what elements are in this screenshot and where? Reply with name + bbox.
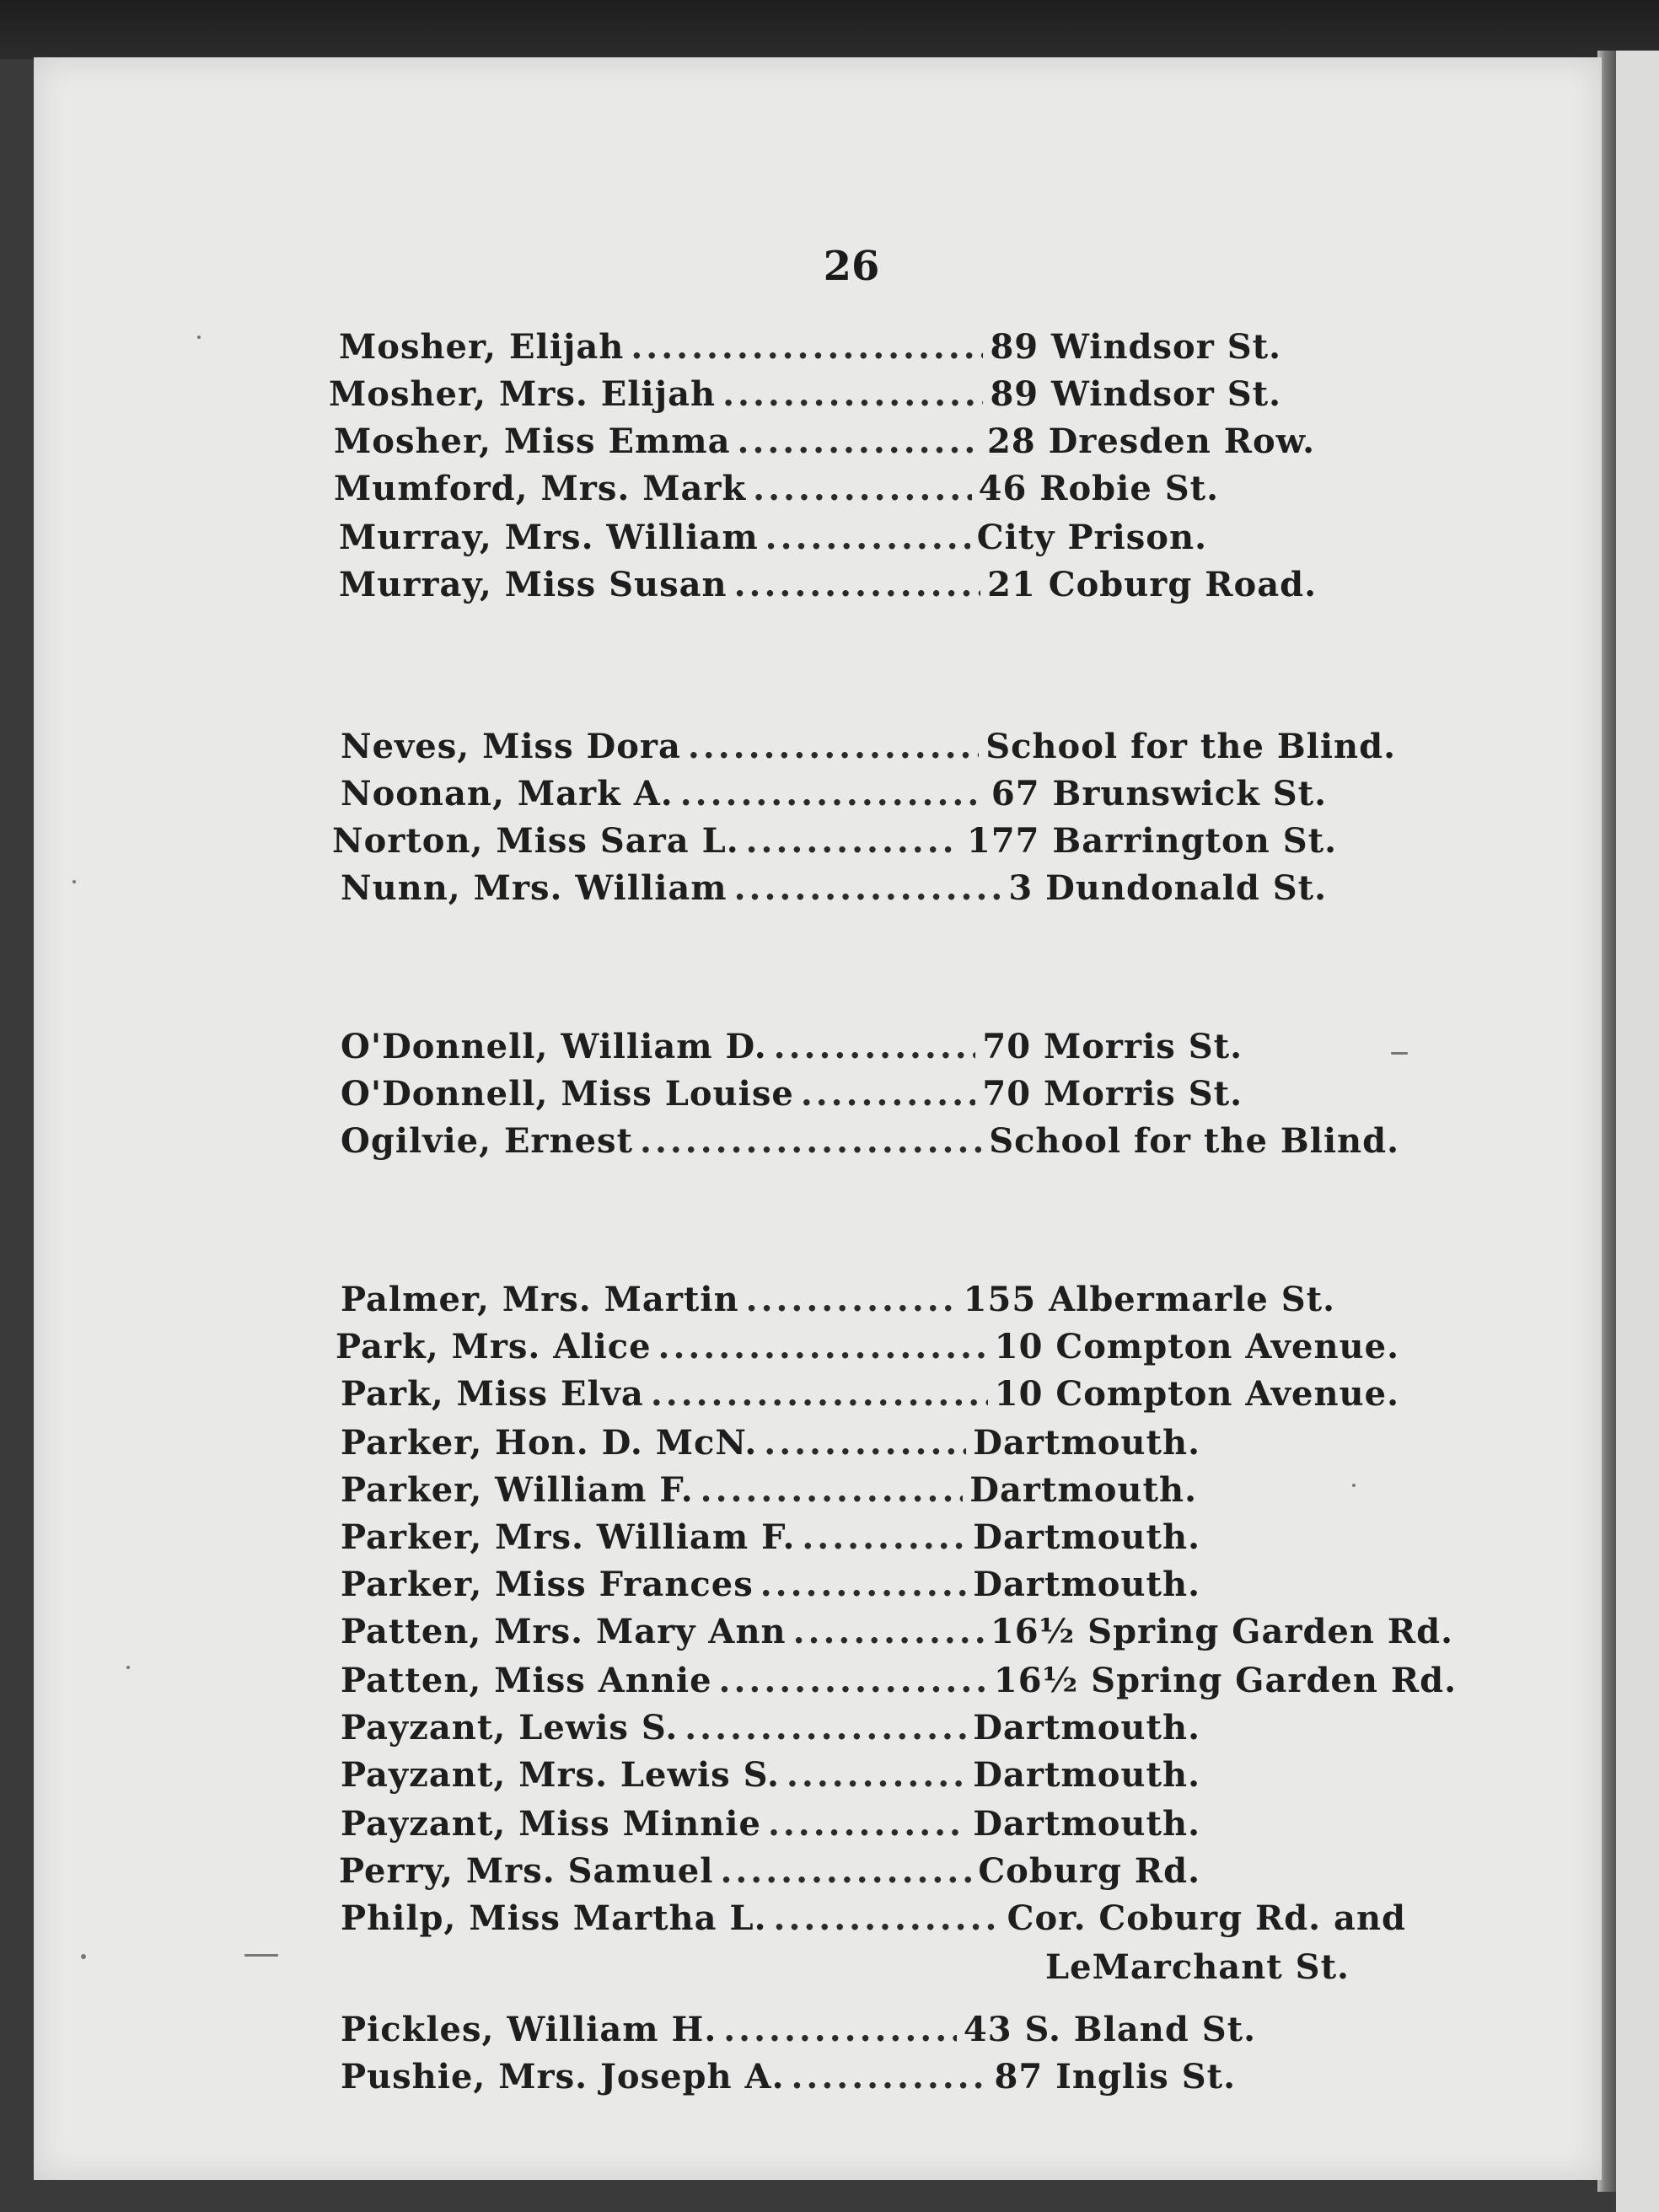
entry-name: Mosher, Miss Emma <box>334 421 731 461</box>
entry-address: 70 Morris St. <box>982 1074 1243 1114</box>
directory-entry <box>341 727 1396 770</box>
entry-address: Dartmouth. <box>973 1565 1200 1604</box>
directory-entry <box>341 1423 1200 1467</box>
entry-address: School for the Blind. <box>985 727 1396 766</box>
entry-name: Murray, Miss Susan <box>339 565 727 604</box>
entry-address: 3 Dundonald St. <box>1008 868 1327 908</box>
directory-entry <box>336 1327 1399 1371</box>
entry-name: Parker, Hon. D. McN. <box>341 1423 758 1463</box>
dot-leader <box>753 469 971 508</box>
entry-address: 21 Coburg Road. <box>987 565 1317 604</box>
entry-name: Perry, Mrs. Samuel <box>339 1851 714 1891</box>
dot-leader <box>701 1470 964 1510</box>
dot-leader <box>734 868 1002 908</box>
scan-mark <box>1391 1052 1408 1055</box>
directory-entry <box>341 1121 1399 1165</box>
dot-leader <box>768 1804 966 1844</box>
entry-address: Dartmouth. <box>973 1755 1200 1795</box>
entry-name: Patten, Miss Annie <box>341 1661 712 1700</box>
entry-address: 16½ Spring Garden Rd. <box>990 1612 1453 1651</box>
directory-entry <box>332 821 1337 865</box>
scan-speck <box>81 1954 86 1959</box>
entry-address: 46 Robie St. <box>978 469 1219 508</box>
scan-background-top <box>0 0 1659 59</box>
entry-name: Patten, Mrs. Mary Ann <box>341 1612 787 1651</box>
directory-entry <box>341 1027 1243 1071</box>
entry-address: 28 Dresden Row. <box>986 421 1315 461</box>
directory-entry <box>341 1661 1457 1705</box>
directory-entry <box>334 421 1315 465</box>
dot-leader <box>734 565 981 604</box>
entry-address: Dartmouth. <box>973 1804 1200 1844</box>
entry-name: Norton, Miss Sara L. <box>332 821 739 861</box>
dot-leader <box>760 1565 967 1604</box>
directory-entry <box>341 1470 1197 1514</box>
dot-leader <box>680 774 985 813</box>
entry-address: Dartmouth. <box>973 1708 1200 1748</box>
entry-name: Payzant, Mrs. Lewis S. <box>341 1755 780 1795</box>
entry-name: Philp, Miss Martha L. <box>341 1898 767 1938</box>
entry-name: O'Donnell, Miss Louise <box>341 1074 794 1114</box>
scan-speck <box>72 880 76 883</box>
directory-entry <box>341 774 1327 818</box>
entry-address: Cor. Coburg Rd. and <box>1007 1898 1406 1938</box>
directory-entry <box>341 868 1327 912</box>
dot-leader <box>631 327 983 367</box>
entry-name: Noonan, Mark A. <box>341 774 674 813</box>
dot-leader <box>787 1755 966 1795</box>
entry-address: 67 Brunswick St. <box>991 774 1327 813</box>
directory-entry <box>341 2010 1256 2054</box>
entry-address: Dartmouth. <box>973 1423 1200 1463</box>
directory-entry <box>329 374 1281 418</box>
dot-leader <box>723 2010 957 2049</box>
directory-entry <box>341 1708 1200 1752</box>
directory-entry <box>341 1074 1243 1118</box>
directory-entry <box>341 1804 1200 1848</box>
entry-address: 89 Windsor St. <box>990 374 1281 414</box>
dot-leader <box>765 518 970 557</box>
dot-leader <box>640 1121 982 1161</box>
directory-entry <box>341 2057 1236 2101</box>
entry-address: 155 Albermarle St. <box>963 1280 1335 1319</box>
entry-name: Parker, Miss Frances <box>341 1565 754 1604</box>
entry-name: Park, Mrs. Alice <box>336 1327 652 1366</box>
directory-entry <box>334 469 1219 513</box>
dot-leader <box>688 727 979 766</box>
entry-address: 10 Compton Avenue. <box>994 1327 1399 1366</box>
entry-name: Palmer, Mrs. Martin <box>341 1280 739 1319</box>
directory-entry <box>341 1374 1399 1418</box>
entry-name: Mumford, Mrs. Mark <box>334 469 747 508</box>
entry-address: 16½ Spring Garden Rd. <box>993 1661 1457 1700</box>
dot-leader <box>792 2057 988 2097</box>
directory-entry <box>339 565 1317 609</box>
entry-name: Murray, Mrs. William <box>339 518 759 557</box>
scan-speck <box>126 1666 130 1669</box>
entry-address-continuation: LeMarchant St. <box>1045 1947 1350 1987</box>
adjacent-page-edge <box>1616 51 1659 2212</box>
entry-name: Parker, Mrs. William F. <box>341 1517 796 1557</box>
directory-entry <box>341 1565 1200 1608</box>
directory-entry <box>339 518 1207 561</box>
entry-name: Payzant, Lewis S. <box>341 1708 679 1748</box>
entry-name: Mosher, Mrs. Elijah <box>329 374 717 414</box>
entry-address: Coburg Rd. <box>978 1851 1200 1891</box>
dot-leader <box>738 421 980 461</box>
entry-name: Park, Miss Elva <box>341 1374 644 1414</box>
entry-address: 177 Barrington St. <box>967 821 1337 861</box>
page-number: 26 <box>823 243 880 290</box>
directory-entry <box>341 1280 1335 1323</box>
dot-leader <box>746 821 960 861</box>
directory-entry <box>339 327 1281 371</box>
directory-entry <box>341 1612 1453 1656</box>
entry-name: Pushie, Mrs. Joseph A. <box>341 2057 785 2097</box>
entry-name: O'Donnell, William D. <box>341 1027 767 1066</box>
entry-address: 89 Windsor St. <box>990 327 1281 367</box>
entry-name: Payzant, Miss Minnie <box>341 1804 761 1844</box>
entry-address: City Prison. <box>976 518 1207 557</box>
entry-address: Dartmouth. <box>973 1517 1200 1557</box>
entry-name: Pickles, William H. <box>341 2010 717 2049</box>
entry-address: 70 Morris St. <box>982 1027 1243 1066</box>
directory-entry <box>341 1898 1406 1942</box>
entry-address: Dartmouth. <box>969 1470 1197 1510</box>
entry-name: Ogilvie, Ernest <box>341 1121 634 1161</box>
dot-leader <box>719 1661 987 1700</box>
dot-leader <box>774 1027 976 1066</box>
entry-name: Nunn, Mrs. William <box>341 868 727 908</box>
dot-leader <box>793 1612 984 1651</box>
dot-leader <box>722 374 983 414</box>
directory-entry <box>341 1755 1200 1799</box>
entry-name: Neves, Miss Dora <box>341 727 681 766</box>
entry-name: Parker, William F. <box>341 1470 694 1510</box>
scan-speck <box>1352 1484 1356 1487</box>
directory-entry <box>339 1851 1200 1895</box>
dot-leader <box>746 1280 957 1319</box>
entry-name: Mosher, Elijah <box>339 327 625 367</box>
entry-address: 10 Compton Avenue. <box>994 1374 1399 1414</box>
dot-leader <box>774 1898 1001 1938</box>
dot-leader <box>658 1327 988 1366</box>
entry-address: 43 S. Bland St. <box>963 2010 1256 2049</box>
dot-leader <box>764 1423 966 1463</box>
directory-entry <box>341 1517 1200 1561</box>
dot-leader <box>685 1708 966 1748</box>
entry-address: School for the Blind. <box>989 1121 1399 1161</box>
dot-leader <box>802 1517 966 1557</box>
dot-leader <box>720 1851 971 1891</box>
dot-leader <box>801 1074 976 1114</box>
scan-mark <box>244 1954 278 1957</box>
scan-speck <box>197 336 201 339</box>
entry-address: 87 Inglis St. <box>994 2057 1236 2097</box>
dot-leader <box>651 1374 988 1414</box>
